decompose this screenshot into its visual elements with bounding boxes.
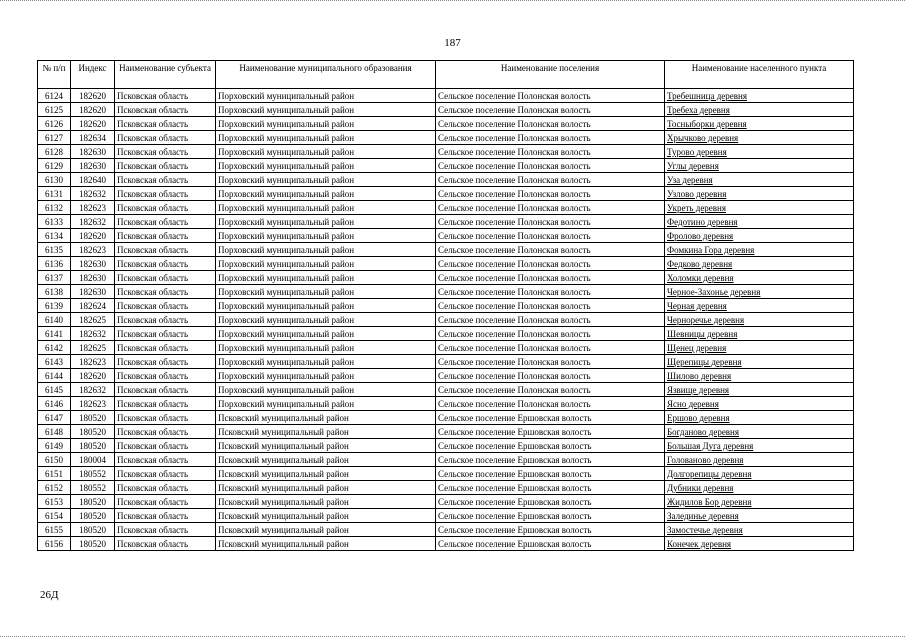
table-row — [38, 173, 854, 187]
table-row — [38, 439, 854, 453]
cell-index: 182640 — [71, 173, 115, 187]
cell-num: 6128 — [38, 145, 71, 159]
cell-num: 6131 — [38, 187, 71, 201]
cell-settlement: Сельское поселение Полонская волость — [436, 327, 665, 341]
cell-settlement: Сельское поселение Полонская волость — [436, 89, 665, 103]
cell-subject: Псковская область — [115, 299, 216, 313]
cell-index: 180520 — [71, 509, 115, 523]
cell-locality: Укреть деревня — [665, 201, 854, 215]
table-row — [38, 257, 854, 271]
cell-subject: Псковская область — [115, 257, 216, 271]
cell-subject: Псковская область — [115, 89, 216, 103]
cell-num: 6140 — [38, 313, 71, 327]
cell-index: 182630 — [71, 271, 115, 285]
cell-locality: Хрычково деревня — [665, 131, 854, 145]
cell-index: 182625 — [71, 341, 115, 355]
cell-num: 6150 — [38, 453, 71, 467]
cell-num: 6137 — [38, 271, 71, 285]
cell-locality: Черное-Захонье деревня — [665, 285, 854, 299]
cell-settlement: Сельское поселение Полонская волость — [436, 187, 665, 201]
cell-municipal: Порховский муниципальный район — [216, 327, 436, 341]
cell-subject: Псковская область — [115, 117, 216, 131]
cell-settlement: Сельское поселение Полонская волость — [436, 341, 665, 355]
cell-locality: Голованово деревня — [665, 453, 854, 467]
cell-index: 182620 — [71, 117, 115, 131]
cell-num: 6146 — [38, 397, 71, 411]
table-row — [38, 201, 854, 215]
table-row — [38, 285, 854, 299]
table-row — [38, 453, 854, 467]
cell-subject: Псковская область — [115, 383, 216, 397]
cell-num: 6130 — [38, 173, 71, 187]
table-row — [38, 383, 854, 397]
cell-num: 6135 — [38, 243, 71, 257]
cell-subject: Псковская область — [115, 355, 216, 369]
cell-locality: Долгорепицы деревня — [665, 467, 854, 481]
cell-num: 6144 — [38, 369, 71, 383]
header-municipal: Наименование муниципального образования — [216, 61, 436, 89]
cell-settlement: Сельское поселение Полонская волость — [436, 271, 665, 285]
cell-municipal: Порховский муниципальный район — [216, 201, 436, 215]
cell-locality: Богданово деревня — [665, 425, 854, 439]
cell-index: 182623 — [71, 355, 115, 369]
cell-locality: Фролово деревня — [665, 229, 854, 243]
table-row — [38, 117, 854, 131]
cell-locality: Конечек деревня — [665, 537, 854, 551]
cell-index: 182632 — [71, 215, 115, 229]
table-row — [38, 397, 854, 411]
cell-locality: Узлово деревня — [665, 187, 854, 201]
cell-municipal: Порховский муниципальный район — [216, 299, 436, 313]
table-row — [38, 145, 854, 159]
scan-edge-bottom — [0, 636, 905, 638]
cell-settlement: Сельское поселение Полонская волость — [436, 145, 665, 159]
cell-index: 180520 — [71, 425, 115, 439]
page-number: 187 — [444, 37, 461, 49]
cell-index: 180004 — [71, 453, 115, 467]
cell-index: 182625 — [71, 313, 115, 327]
cell-num: 6126 — [38, 117, 71, 131]
cell-municipal: Порховский муниципальный район — [216, 145, 436, 159]
table-row — [38, 411, 854, 425]
cell-municipal: Порховский муниципальный район — [216, 285, 436, 299]
cell-municipal: Порховский муниципальный район — [216, 383, 436, 397]
cell-num: 6138 — [38, 285, 71, 299]
locality-table — [37, 60, 854, 551]
table-row — [38, 159, 854, 173]
cell-index: 180520 — [71, 523, 115, 537]
cell-municipal: Псковский муниципальный район — [216, 439, 436, 453]
table-body — [38, 89, 854, 551]
cell-num: 6156 — [38, 537, 71, 551]
cell-municipal: Порховский муниципальный район — [216, 173, 436, 187]
cell-settlement: Сельское поселение Полонская волость — [436, 299, 665, 313]
cell-index: 180552 — [71, 467, 115, 481]
cell-settlement: Сельское поселение Полонская волость — [436, 285, 665, 299]
header-locality: Наименование населенного пункта — [665, 61, 854, 89]
cell-settlement: Сельское поселение Полонская волость — [436, 243, 665, 257]
cell-municipal: Порховский муниципальный район — [216, 159, 436, 173]
cell-subject: Псковская область — [115, 341, 216, 355]
cell-subject: Псковская область — [115, 187, 216, 201]
cell-num: 6141 — [38, 327, 71, 341]
table-header-row — [38, 61, 854, 89]
cell-settlement: Сельское поселение Ершовская волость — [436, 495, 665, 509]
cell-municipal: Порховский муниципальный район — [216, 271, 436, 285]
cell-subject: Псковская область — [115, 439, 216, 453]
cell-num: 6148 — [38, 425, 71, 439]
cell-num: 6153 — [38, 495, 71, 509]
cell-municipal: Псковский муниципальный район — [216, 411, 436, 425]
cell-settlement: Сельское поселение Полонская волость — [436, 229, 665, 243]
table-row — [38, 271, 854, 285]
cell-municipal: Псковский муниципальный район — [216, 467, 436, 481]
cell-index: 182632 — [71, 383, 115, 397]
cell-index: 182630 — [71, 285, 115, 299]
cell-settlement: Сельское поселение Полонская волость — [436, 173, 665, 187]
cell-num: 6147 — [38, 411, 71, 425]
cell-index: 182620 — [71, 229, 115, 243]
cell-index: 182620 — [71, 369, 115, 383]
cell-subject: Псковская область — [115, 215, 216, 229]
cell-municipal: Псковский муниципальный район — [216, 509, 436, 523]
cell-municipal: Порховский муниципальный район — [216, 131, 436, 145]
header-num: № п/п — [38, 61, 71, 89]
cell-index: 182630 — [71, 145, 115, 159]
cell-num: 6127 — [38, 131, 71, 145]
cell-settlement: Сельское поселение Ершовская волость — [436, 467, 665, 481]
table-row — [38, 327, 854, 341]
cell-index: 182634 — [71, 131, 115, 145]
cell-num: 6134 — [38, 229, 71, 243]
cell-num: 6139 — [38, 299, 71, 313]
table-row — [38, 299, 854, 313]
cell-subject: Псковская область — [115, 509, 216, 523]
cell-index: 180520 — [71, 495, 115, 509]
cell-subject: Псковская область — [115, 397, 216, 411]
table-row — [38, 341, 854, 355]
table-row — [38, 425, 854, 439]
cell-locality: Тосныборки деревня — [665, 117, 854, 131]
cell-num: 6152 — [38, 481, 71, 495]
cell-num: 6133 — [38, 215, 71, 229]
cell-locality: Шилово деревня — [665, 369, 854, 383]
cell-locality: Требешница деревня — [665, 89, 854, 103]
cell-municipal: Порховский муниципальный район — [216, 117, 436, 131]
cell-num: 6149 — [38, 439, 71, 453]
cell-index: 180552 — [71, 481, 115, 495]
cell-num: 6132 — [38, 201, 71, 215]
cell-locality: Турово деревня — [665, 145, 854, 159]
footer-code: 26Д — [40, 589, 59, 601]
cell-subject: Псковская область — [115, 369, 216, 383]
cell-num: 6145 — [38, 383, 71, 397]
cell-settlement: Сельское поселение Полонская волость — [436, 131, 665, 145]
cell-municipal: Псковский муниципальный район — [216, 523, 436, 537]
cell-index: 182630 — [71, 159, 115, 173]
cell-locality: Ершово деревня — [665, 411, 854, 425]
cell-subject: Псковская область — [115, 271, 216, 285]
cell-locality: Фомкина Гора деревня — [665, 243, 854, 257]
cell-settlement: Сельское поселение Полонская волость — [436, 215, 665, 229]
cell-municipal: Порховский муниципальный район — [216, 89, 436, 103]
cell-settlement: Сельское поселение Полонская волость — [436, 383, 665, 397]
cell-num: 6136 — [38, 257, 71, 271]
table-row — [38, 103, 854, 117]
cell-municipal: Псковский муниципальный район — [216, 481, 436, 495]
cell-settlement: Сельское поселение Полонская волость — [436, 369, 665, 383]
table-row — [38, 229, 854, 243]
cell-locality: Уза деревня — [665, 173, 854, 187]
cell-municipal: Порховский муниципальный район — [216, 313, 436, 327]
cell-num: 6125 — [38, 103, 71, 117]
table-row — [38, 467, 854, 481]
cell-subject: Псковская область — [115, 467, 216, 481]
cell-municipal: Порховский муниципальный район — [216, 355, 436, 369]
cell-subject: Псковская область — [115, 425, 216, 439]
cell-subject: Псковская область — [115, 145, 216, 159]
cell-settlement: Сельское поселение Полонская волость — [436, 257, 665, 271]
cell-subject: Псковская область — [115, 159, 216, 173]
cell-settlement: Сельское поселение Ершовская волость — [436, 439, 665, 453]
cell-settlement: Сельское поселение Ершовская волость — [436, 509, 665, 523]
table-row — [38, 355, 854, 369]
cell-settlement: Сельское поселение Полонская волость — [436, 159, 665, 173]
cell-municipal: Порховский муниципальный район — [216, 103, 436, 117]
cell-locality: Щенец деревня — [665, 341, 854, 355]
cell-municipal: Порховский муниципальный район — [216, 397, 436, 411]
cell-locality: Жидилов Бор деревня — [665, 495, 854, 509]
cell-municipal: Псковский муниципальный район — [216, 425, 436, 439]
cell-index: 180520 — [71, 411, 115, 425]
cell-num: 6151 — [38, 467, 71, 481]
table-row — [38, 509, 854, 523]
cell-municipal: Порховский муниципальный район — [216, 369, 436, 383]
cell-index: 182632 — [71, 187, 115, 201]
table-row — [38, 481, 854, 495]
cell-municipal: Порховский муниципальный район — [216, 257, 436, 271]
cell-locality: Черноречье деревня — [665, 313, 854, 327]
cell-num: 6129 — [38, 159, 71, 173]
cell-num: 6142 — [38, 341, 71, 355]
cell-settlement: Сельское поселение Ершовская волость — [436, 453, 665, 467]
cell-subject: Псковская область — [115, 243, 216, 257]
cell-subject: Псковская область — [115, 327, 216, 341]
cell-locality: Холомки деревня — [665, 271, 854, 285]
cell-index: 182630 — [71, 257, 115, 271]
cell-index: 180520 — [71, 439, 115, 453]
cell-num: 6143 — [38, 355, 71, 369]
cell-subject: Псковская область — [115, 201, 216, 215]
cell-settlement: Сельское поселение Ершовская волость — [436, 481, 665, 495]
cell-subject: Псковская область — [115, 131, 216, 145]
cell-settlement: Сельское поселение Полонская волость — [436, 201, 665, 215]
cell-subject: Псковская область — [115, 523, 216, 537]
cell-subject: Псковская область — [115, 481, 216, 495]
scan-edge-top — [0, 0, 905, 2]
cell-locality: Дубники деревня — [665, 481, 854, 495]
table-row — [38, 537, 854, 551]
cell-municipal: Псковский муниципальный район — [216, 495, 436, 509]
cell-subject: Псковская область — [115, 313, 216, 327]
cell-municipal: Порховский муниципальный район — [216, 341, 436, 355]
cell-index: 182620 — [71, 89, 115, 103]
cell-locality: Залединье деревня — [665, 509, 854, 523]
table-row — [38, 495, 854, 509]
cell-settlement: Сельское поселение Полонская волость — [436, 397, 665, 411]
cell-locality: Ясно деревня — [665, 397, 854, 411]
table-row — [38, 243, 854, 257]
table-row — [38, 313, 854, 327]
cell-subject: Псковская область — [115, 411, 216, 425]
cell-settlement: Сельское поселение Полонская волость — [436, 355, 665, 369]
cell-settlement: Сельское поселение Ершовская волость — [436, 523, 665, 537]
cell-municipal: Порховский муниципальный район — [216, 215, 436, 229]
cell-index: 182623 — [71, 243, 115, 257]
table-row — [38, 215, 854, 229]
cell-subject: Псковская область — [115, 495, 216, 509]
cell-municipal: Порховский муниципальный район — [216, 243, 436, 257]
cell-index: 182623 — [71, 201, 115, 215]
cell-municipal: Порховский муниципальный район — [216, 229, 436, 243]
cell-locality: Требеха деревня — [665, 103, 854, 117]
cell-settlement: Сельское поселение Полонская волость — [436, 103, 665, 117]
cell-locality: Федотино деревня — [665, 215, 854, 229]
cell-index: 182620 — [71, 103, 115, 117]
cell-index: 182623 — [71, 397, 115, 411]
cell-locality: Шевницы деревня — [665, 327, 854, 341]
cell-settlement: Сельское поселение Полонская волость — [436, 117, 665, 131]
table-row — [38, 187, 854, 201]
table-row — [38, 89, 854, 103]
cell-num: 6155 — [38, 523, 71, 537]
cell-locality: Замостечье деревня — [665, 523, 854, 537]
header-subject: Наименование субъекта — [115, 61, 216, 89]
cell-municipal: Псковский муниципальный район — [216, 537, 436, 551]
cell-subject: Псковская область — [115, 537, 216, 551]
cell-subject: Псковская область — [115, 229, 216, 243]
header-index: Индекс — [71, 61, 115, 89]
cell-index: 182624 — [71, 299, 115, 313]
cell-settlement: Сельское поселение Полонская волость — [436, 313, 665, 327]
header-settlement: Наименование поселения — [436, 61, 665, 89]
cell-municipal: Псковский муниципальный район — [216, 453, 436, 467]
cell-subject: Псковская область — [115, 453, 216, 467]
table-row — [38, 369, 854, 383]
table-row — [38, 523, 854, 537]
cell-locality: Углы деревня — [665, 159, 854, 173]
cell-subject: Псковская область — [115, 103, 216, 117]
cell-num: 6124 — [38, 89, 71, 103]
table-row — [38, 131, 854, 145]
cell-locality: Щерепицы деревня — [665, 355, 854, 369]
cell-index: 180520 — [71, 537, 115, 551]
cell-num: 6154 — [38, 509, 71, 523]
cell-settlement: Сельское поселение Ершовская волость — [436, 537, 665, 551]
cell-locality: Черная деревня — [665, 299, 854, 313]
cell-settlement: Сельское поселение Ершовская волость — [436, 411, 665, 425]
cell-locality: Федково деревня — [665, 257, 854, 271]
cell-subject: Псковская область — [115, 285, 216, 299]
cell-settlement: Сельское поселение Ершовская волость — [436, 425, 665, 439]
cell-index: 182632 — [71, 327, 115, 341]
cell-locality: Язвище деревня — [665, 383, 854, 397]
cell-locality: Большая Дуга деревня — [665, 439, 854, 453]
cell-municipal: Порховский муниципальный район — [216, 187, 436, 201]
cell-subject: Псковская область — [115, 173, 216, 187]
